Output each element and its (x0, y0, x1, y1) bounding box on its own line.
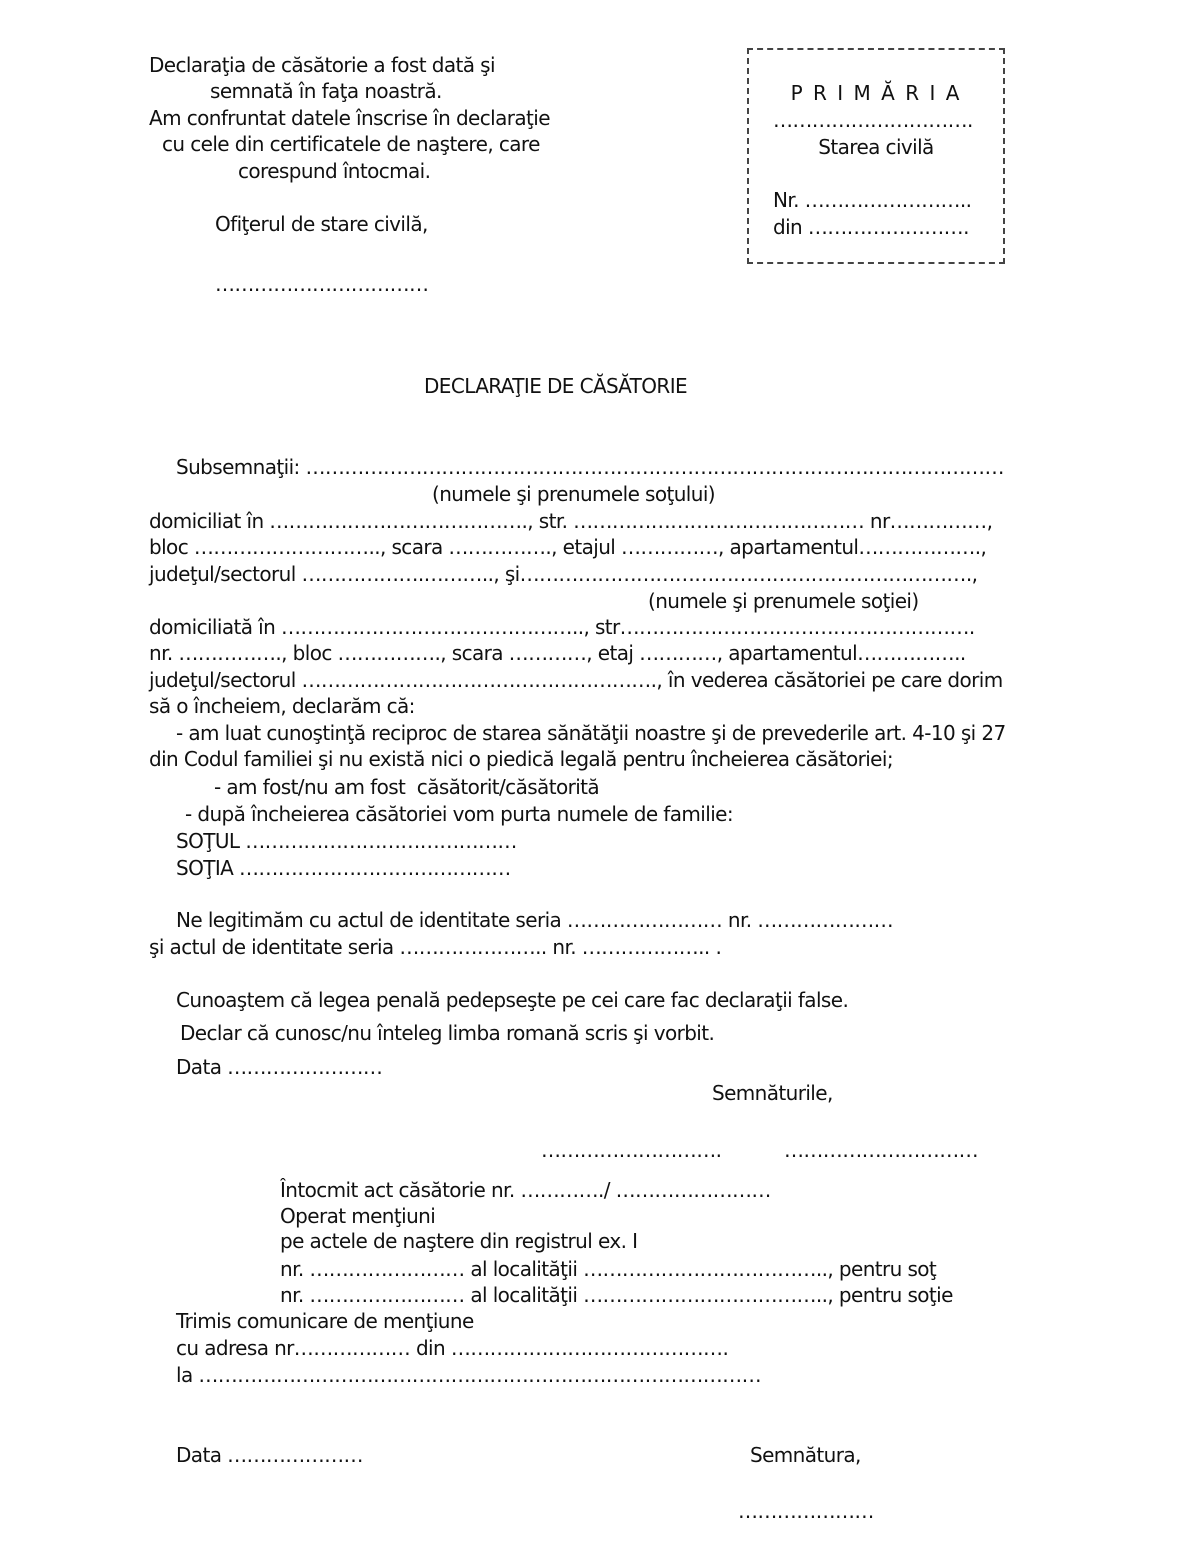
stamp-subtitle: Starea civilă (818, 135, 934, 159)
body-line-12: din Codul familiei şi nu există nici o piedică legală pentru încheierea căsătoriei; (149, 747, 893, 771)
header-left-line-5: corespund întocmai. (238, 159, 431, 183)
footer-signature-line: ………………… (738, 1499, 874, 1523)
footer-date: Data ………………… (176, 1443, 363, 1467)
body-line-14: - după încheierea căsătoriei vom purta numele de familie: (185, 802, 733, 826)
officer-label: Ofiţerul de stare civilă, (215, 212, 428, 236)
header-left-line-2: semnată în faţa noastră. (210, 79, 442, 103)
body-line-1: Subsemnaţii: ……………………………………………………………………………………………… (176, 455, 1004, 479)
body-line-4: bloc ……………………….., scara ……………., etajul ……………, apartamentul………………., (149, 535, 987, 559)
document-title: DECLARAŢIE DE CĂSĂTORIE (424, 374, 688, 398)
body-line-17: Ne legitimăm cu actul de identitate seria …………………… nr. ………………… (176, 908, 894, 932)
signature-line-1: ………………………. (541, 1138, 722, 1162)
registry-line-8: la …………………………………………………………………………… (176, 1363, 761, 1387)
officer-signature: …………………………… (215, 272, 429, 296)
stamp-nr: Nr. …………………….. (773, 188, 972, 212)
body-line-20: Declar că cunosc/nu înteleg limba romană scris şi vorbit. (180, 1021, 715, 1045)
body-line-8: nr. ……………., bloc ……………., scara …………, etaj …………, apartamentul…………….. (149, 641, 966, 665)
body-line-7: domiciliată în ……………………………………….., str………………………………………………. (149, 615, 975, 639)
registry-line-4: nr. …………………… al localităţii ……………………………….., pentru soţ (280, 1257, 937, 1281)
body-line-11: - am luat cunoştinţă reciproc de starea sănătăţii noastre şi de prevederile art. 4-10 şi 27 (176, 721, 1006, 745)
header-left-line-4: cu cele din certificatele de naştere, care (162, 132, 540, 156)
body-line-5: judeţul/sectorul ……………….……….., şi……………………………………………………………., (149, 562, 978, 586)
body-line-13: - am fost/nu am fost căsătorit/căsătorită (214, 775, 600, 799)
footer-signature-label: Semnătura, (750, 1443, 861, 1467)
body-line-2: (numele şi prenumele soţului) (432, 482, 716, 506)
signatures-label: Semnăturile, (712, 1081, 833, 1105)
body-line-15: SOŢUL …………………………………… (176, 829, 517, 853)
body-line-3: domiciliat în …………………………………., str. ……………………………………… nr……………, (149, 509, 993, 533)
registry-line-2: Operat menţiuni (280, 1204, 436, 1228)
registry-line-7: cu adresa nr……………… din ……………………………………. (176, 1336, 729, 1360)
registry-line-3: pe actele de naştere din registrul ex. I (280, 1229, 638, 1253)
stamp-name-blank: …………………………. (773, 108, 973, 132)
body-line-19: Cunoaştem că legea penală pedepseşte pe cei care fac declaraţii false. (176, 988, 849, 1012)
body-line-10: să o încheiem, declarăm că: (149, 694, 415, 718)
body-line-21: Data …………………… (176, 1055, 383, 1079)
stamp-din: din ……………………. (773, 215, 969, 239)
stamp-title: P R I M Ă R I A (790, 81, 962, 105)
header-left-line-1: Declaraţia de căsătorie a fost dată şi (149, 53, 495, 77)
header-left-line-3: Am confruntat datele înscrise în declaraţie (149, 106, 550, 130)
body-line-16: SOŢIA …………………………………… (176, 856, 511, 880)
registry-line-1: Întocmit act căsătorie nr. …………./ …………………… (280, 1178, 771, 1202)
body-line-9: judeţul/sectorul ………………………………………………., în vederea căsătoriei pe care dorim (149, 668, 1003, 692)
body-line-6: (numele şi prenumele soţiei) (648, 589, 919, 613)
signature-line-2: ………………………… (784, 1138, 979, 1162)
primaria-stamp-box (747, 48, 1005, 264)
registry-line-6: Trimis comunicare de menţiune (176, 1309, 474, 1333)
registry-line-5: nr. …………………… al localităţii ……………………………….., pentru soţie (280, 1283, 953, 1307)
body-line-18: şi actul de identitate seria ………………….. nr. ……………….. . (149, 935, 722, 959)
